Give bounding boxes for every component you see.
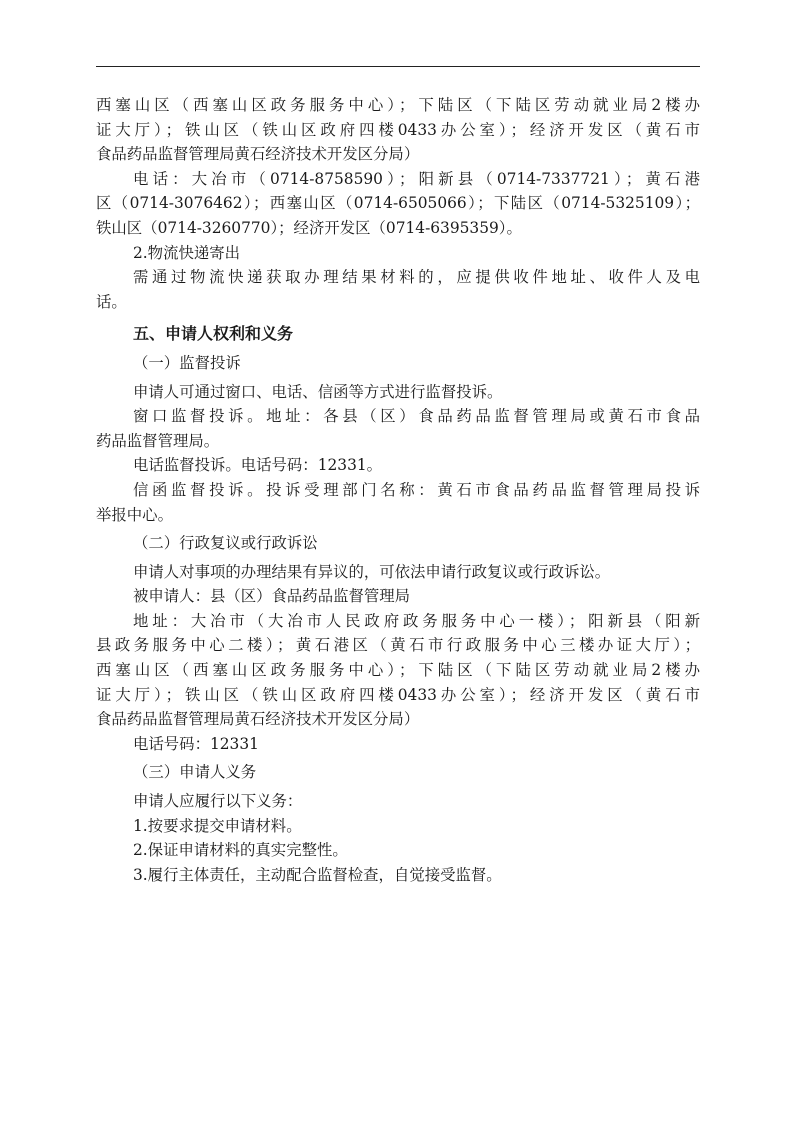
- phone-paragraph: 电话：大冶市（0714-8758590）；阳新县（0714-7337721）；黄石港: [133, 169, 700, 188]
- paragraph: 信函监督投诉。投诉受理部门名称：黄石市食品药品监督管理局投诉: [133, 480, 700, 499]
- paragraph: 电话号码：12331: [133, 734, 259, 753]
- list-item: 2.保证申请材料的真实完整性。: [133, 841, 348, 860]
- text-line: 药品监督管理局。: [96, 431, 220, 450]
- text-line: 县政务服务中心二楼）；黄石港区（黄石市行政服务中心三楼办证大厅）；: [96, 636, 700, 655]
- text-line: 铁山区（0714-3260770）；经济开发区（0714-6395359）。: [96, 218, 522, 237]
- paragraph: 电话监督投诉。电话号码：12331。: [133, 456, 383, 475]
- subsection-heading: （一）监督投诉: [133, 353, 241, 372]
- paragraph: 申请人应履行以下义务：: [133, 792, 303, 811]
- text-line: 话。: [96, 292, 127, 311]
- paragraph: 被申请人：县（区）食品药品监督管理局: [133, 587, 411, 606]
- paragraph: 申请人可通过窗口、电话、信函等方式进行监督投诉。: [133, 382, 503, 401]
- text-line: 西塞山区（西塞山区政务服务中心）；下陆区（下陆区劳动就业局2楼办: [96, 96, 700, 114]
- text-line: 食品药品监督管理局黄石经济技术开发区分局）: [96, 710, 420, 729]
- section-heading: 五、申请人权利和义务: [133, 324, 294, 344]
- paragraph: 窗口监督投诉。地址：各县（区）食品药品监督管理局或黄石市食品: [133, 407, 700, 426]
- text-line: 食品药品监督管理局黄石经济技术开发区分局）: [96, 145, 420, 164]
- text-line: 区（0714-3076462）；西塞山区（0714-6505066）；下陆区（0714-5325109）；: [96, 194, 700, 213]
- subsection-heading: （二）行政复议或行政诉讼: [133, 534, 318, 553]
- paragraph: 地址：大冶市（大冶市人民政府政务服务中心一楼）；阳新县（阳新: [133, 611, 700, 630]
- text-line: 举报中心。: [96, 505, 173, 524]
- paragraph: 需通过物流快递获取办理结果材料的，应提供收件地址、收件人及电: [133, 268, 700, 287]
- document-body: [96, 93, 700, 887]
- text-line: 证大厅）；铁山区（铁山区政府四楼0433办公室）；经济开发区（黄石市: [96, 685, 700, 704]
- text-line: 西塞山区（西塞山区政务服务中心）；下陆区（下陆区劳动就业局2楼办: [96, 661, 700, 680]
- list-item: 1.按要求提交申请材料。: [133, 816, 302, 835]
- subsection-heading: （三）申请人义务: [133, 763, 257, 782]
- list-item: 3.履行主体责任，主动配合监督检查，自觉接受监督。: [133, 865, 502, 884]
- text-line: 证大厅）；铁山区（铁山区政府四楼0433办公室）；经济开发区（黄石市: [96, 120, 700, 139]
- list-item: 2.物流快递寄出: [133, 243, 241, 262]
- header-rule: [96, 66, 700, 67]
- paragraph: 申请人对事项的办理结果有异议的，可依法申请行政复议或行政诉讼。: [133, 562, 611, 581]
